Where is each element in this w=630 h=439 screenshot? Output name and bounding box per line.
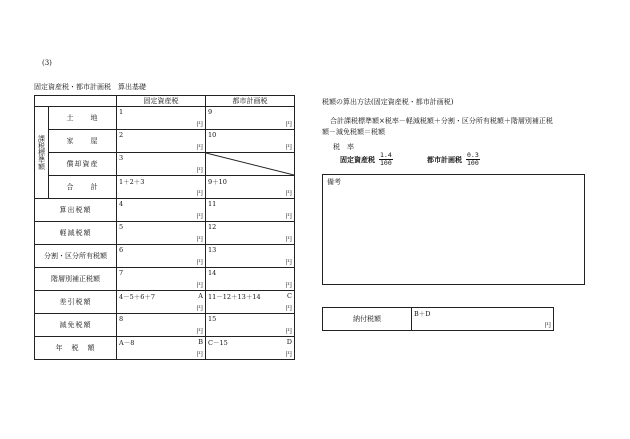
method-title: 税額の算出方法(固定資産税・都市計画税)	[322, 98, 454, 106]
cell-letter: A	[198, 292, 203, 300]
yen-unit: 円	[196, 235, 203, 243]
cell-number: 10	[208, 131, 217, 139]
section-number: (3)	[42, 59, 52, 67]
yen-unit: 円	[285, 212, 292, 220]
row-land	[35, 107, 295, 130]
cell-number: 11－12＋13＋14	[208, 293, 261, 301]
yen-unit: 円	[544, 321, 551, 329]
cell-apportioned-city	[206, 245, 295, 268]
table-title: 固定資産税・都市計画税 算出基礎	[34, 83, 146, 91]
yen-unit: 円	[285, 350, 292, 358]
yen-unit: 円	[285, 189, 292, 197]
yen-unit: 円	[196, 120, 203, 128]
yen-unit: 円	[196, 327, 203, 335]
cell-number: 14	[208, 269, 217, 277]
cell-number: 4－5＋6＋7	[119, 293, 156, 301]
row-depreciable	[35, 153, 295, 176]
cell-reduced-fixed	[117, 222, 206, 245]
fixed-asset-rate	[340, 152, 393, 167]
cell-exempt-fixed	[117, 314, 206, 337]
header-blank	[35, 96, 117, 107]
cell-letter: C	[287, 292, 292, 300]
yen-unit: 円	[285, 143, 292, 151]
tax-base-label: 課税標準額	[35, 107, 49, 199]
tax-rate-label: 税 率	[333, 143, 354, 151]
label-land: 土 地	[49, 107, 117, 130]
label-house: 家 屋	[49, 130, 117, 153]
fraction-denominator: 100	[380, 158, 392, 167]
yen-unit: 円	[196, 281, 203, 289]
cell-annual-fixed	[117, 337, 206, 360]
cell-total-fixed	[117, 176, 206, 199]
row-total	[35, 176, 295, 199]
city-planning-rate-fraction	[466, 152, 480, 167]
cell-number: 5	[119, 223, 124, 231]
yen-unit: 円	[196, 258, 203, 266]
label-annual-tax: 年 税 額	[35, 337, 117, 360]
yen-unit: 円	[196, 212, 203, 220]
city-planning-rate	[427, 152, 480, 167]
cell-difference-city	[206, 291, 295, 314]
cell-land-fixed	[117, 107, 206, 130]
cell-depreciable-fixed	[117, 153, 206, 176]
cell-total-city	[206, 176, 295, 199]
cell-number: 9＋10	[208, 178, 227, 186]
method-formula-line1: 合計課税標準額×税率－軽減税額＋分割・区分所有税額＋階層別補正税	[330, 117, 553, 125]
label-floor-adjustment-tax: 階層別補正税額	[35, 268, 117, 291]
cell-number: 2	[119, 131, 124, 139]
cell-number: 8	[119, 315, 124, 323]
payment-label: 納付税額	[353, 314, 381, 323]
row-house	[35, 130, 295, 153]
row-floor-adjustment-tax	[35, 268, 295, 291]
cell-number: 4	[119, 200, 124, 208]
calculation-table	[34, 95, 295, 360]
cell-depreciable-city-struck	[206, 153, 295, 176]
diagonal-strike	[206, 153, 294, 175]
yen-unit: 円	[196, 166, 203, 174]
yen-unit: 円	[285, 258, 292, 266]
header-city-planning-tax: 都市計画税	[206, 96, 295, 107]
cell-annual-city	[206, 337, 295, 360]
remarks-label: 備考	[327, 178, 341, 186]
cell-number: A－8	[119, 339, 135, 347]
cell-number: 9	[208, 108, 213, 116]
cell-calculated-fixed	[117, 199, 206, 222]
label-depreciable-assets: 償却資産	[49, 153, 117, 176]
label-total: 合 計	[49, 176, 117, 199]
city-planning-rate-label: 都市計画税	[427, 154, 462, 164]
row-difference-tax	[35, 291, 295, 314]
payment-formula: B＋D	[414, 310, 431, 318]
cell-number: 11	[208, 200, 217, 208]
label-calculated-tax: 算出税額	[35, 199, 117, 222]
label-difference-tax: 差引税額	[35, 291, 117, 314]
cell-house-fixed	[117, 130, 206, 153]
cell-floor-adjustment-city	[206, 268, 295, 291]
cell-letter: D	[286, 338, 292, 346]
row-apportioned-tax	[35, 245, 295, 268]
yen-unit: 円	[196, 350, 203, 358]
yen-unit: 円	[285, 281, 292, 289]
row-calculated-tax	[35, 199, 295, 222]
cell-exempt-city	[206, 314, 295, 337]
yen-unit: 円	[196, 304, 203, 312]
cell-letter: B	[198, 338, 203, 346]
cell-number: 7	[119, 269, 124, 277]
cell-number: 15	[208, 315, 217, 323]
fraction-denominator: 100	[467, 158, 479, 167]
cell-difference-fixed	[117, 291, 206, 314]
row-annual-tax	[35, 337, 295, 360]
fraction-numerator: 1.4	[380, 151, 392, 159]
yen-unit: 円	[285, 120, 292, 128]
label-apportioned-tax: 分割・区分所有税額	[35, 245, 117, 268]
row-reduced-tax	[35, 222, 295, 245]
fixed-asset-rate-label: 固定資産税	[340, 154, 375, 164]
yen-unit: 円	[285, 327, 292, 335]
cell-land-city	[206, 107, 295, 130]
label-exempt-tax: 減免税額	[35, 314, 117, 337]
yen-unit: 円	[285, 304, 292, 312]
table-header-row	[35, 96, 295, 107]
label-reduced-tax: 軽減税額	[35, 222, 117, 245]
cell-apportioned-fixed	[117, 245, 206, 268]
row-exempt-tax	[35, 314, 295, 337]
cell-number: 6	[119, 246, 124, 254]
payment-value-cell	[412, 308, 553, 330]
payment-box	[322, 307, 554, 331]
cell-number: 1＋2＋3	[119, 178, 145, 186]
fixed-asset-rate-fraction	[379, 152, 393, 167]
cell-number: 12	[208, 223, 217, 231]
cell-number: 1	[119, 108, 124, 116]
yen-unit: 円	[196, 189, 203, 197]
yen-unit: 円	[285, 235, 292, 243]
method-formula-line2: 額－減免税額＝税額	[322, 128, 385, 136]
cell-number: 13	[208, 246, 217, 254]
cell-floor-adjustment-fixed	[117, 268, 206, 291]
cell-calculated-city	[206, 199, 295, 222]
cell-reduced-city	[206, 222, 295, 245]
payment-label-cell	[323, 308, 412, 330]
cell-number: 3	[119, 154, 124, 162]
remarks-box	[322, 174, 585, 285]
cell-house-city	[206, 130, 295, 153]
fraction-numerator: 0.3	[467, 151, 479, 159]
header-fixed-asset-tax: 固定資産税	[117, 96, 206, 107]
cell-number: C－15	[208, 339, 228, 347]
yen-unit: 円	[196, 143, 203, 151]
